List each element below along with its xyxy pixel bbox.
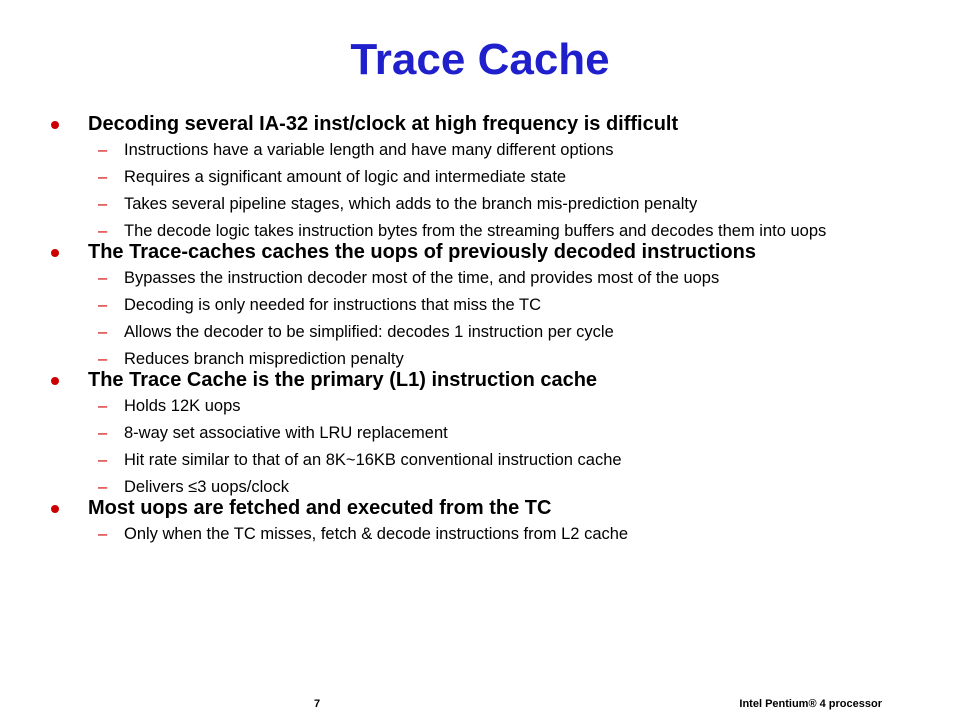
dash-icon: –	[98, 323, 108, 341]
dash-icon: –	[98, 168, 108, 186]
sub-bullet	[48, 323, 928, 341]
bullet-group	[48, 368, 928, 496]
bullet-dot-icon	[51, 505, 59, 513]
slide-title: Trace Cache	[350, 35, 610, 84]
bullet-text: The Trace-caches caches the uops of previously decoded instructions	[88, 241, 756, 263]
sub-bullet-text: The decode logic takes instruction bytes from the streaming buffers and decodes them into uops	[124, 222, 827, 240]
sub-bullet-text: Bypasses the instruction decoder most of the time, and provides most of the uops	[124, 269, 720, 287]
dash-icon: –	[98, 525, 108, 543]
dash-icon: –	[98, 269, 108, 287]
bullet-dot-icon	[51, 121, 59, 129]
dash-icon: –	[98, 141, 108, 159]
sub-bullet	[48, 168, 928, 186]
bullet-dot-icon	[51, 249, 59, 257]
dash-icon: –	[98, 424, 108, 442]
bullet-group	[48, 496, 928, 543]
bullet-point	[48, 368, 928, 392]
dash-icon: –	[98, 478, 108, 496]
dash-icon: –	[98, 222, 108, 240]
sub-bullet-list	[48, 141, 928, 240]
sub-bullet-list	[48, 269, 928, 368]
sub-bullet-text: Instructions have a variable length and have many different options	[124, 141, 614, 159]
page-number: 7	[314, 698, 321, 710]
bullet-group	[48, 240, 928, 368]
sub-bullet	[48, 451, 928, 469]
sub-bullet	[48, 478, 928, 496]
slide-content	[48, 112, 928, 543]
dash-icon: –	[98, 296, 108, 314]
footer-text: Intel Pentium® 4 processor	[739, 698, 882, 710]
dash-icon: –	[98, 451, 108, 469]
sub-bullet-text: Hit rate similar to that of an 8K~16KB conventional instruction cache	[124, 451, 622, 469]
bullet-point	[48, 112, 928, 136]
bullet-point	[48, 496, 928, 520]
bullet-text: Most uops are fetched and executed from the TC	[88, 497, 552, 519]
sub-bullet-text: Reduces branch misprediction penalty	[124, 350, 404, 368]
sub-bullet-text: Holds 12K uops	[124, 397, 241, 415]
bullet-dot-icon	[51, 377, 59, 385]
bullet-text: Decoding several IA-32 inst/clock at high frequency is difficult	[88, 113, 679, 135]
sub-bullet-text: Only when the TC misses, fetch & decode instructions from L2 cache	[124, 525, 629, 543]
bullet-group	[48, 112, 928, 240]
bullet-point	[48, 240, 928, 264]
sub-bullet-text: Allows the decoder to be simplified: decodes 1 instruction per cycle	[124, 323, 614, 341]
dash-icon: –	[98, 195, 108, 213]
sub-bullet-text: Takes several pipeline stages, which adds to the branch mis-prediction penalty	[124, 195, 698, 213]
sub-bullet-text: 8-way set associative with LRU replacement	[124, 424, 448, 442]
sub-bullet	[48, 424, 928, 442]
sub-bullet	[48, 269, 928, 287]
sub-bullet	[48, 525, 928, 543]
sub-bullet-text: Delivers ≤3 uops/clock	[124, 478, 289, 496]
sub-bullet-text: Decoding is only needed for instructions that miss the TC	[124, 296, 541, 314]
sub-bullet	[48, 397, 928, 415]
sub-bullet-list	[48, 525, 928, 543]
sub-bullet-list	[48, 397, 928, 496]
sub-bullet	[48, 296, 928, 314]
sub-bullet	[48, 195, 928, 213]
dash-icon: –	[98, 350, 108, 368]
dash-icon: –	[98, 397, 108, 415]
sub-bullet	[48, 350, 928, 368]
sub-bullet	[48, 222, 928, 240]
sub-bullet	[48, 141, 928, 159]
bullet-text: The Trace Cache is the primary (L1) instruction cache	[88, 369, 598, 391]
sub-bullet-text: Requires a significant amount of logic and intermediate state	[124, 168, 567, 186]
